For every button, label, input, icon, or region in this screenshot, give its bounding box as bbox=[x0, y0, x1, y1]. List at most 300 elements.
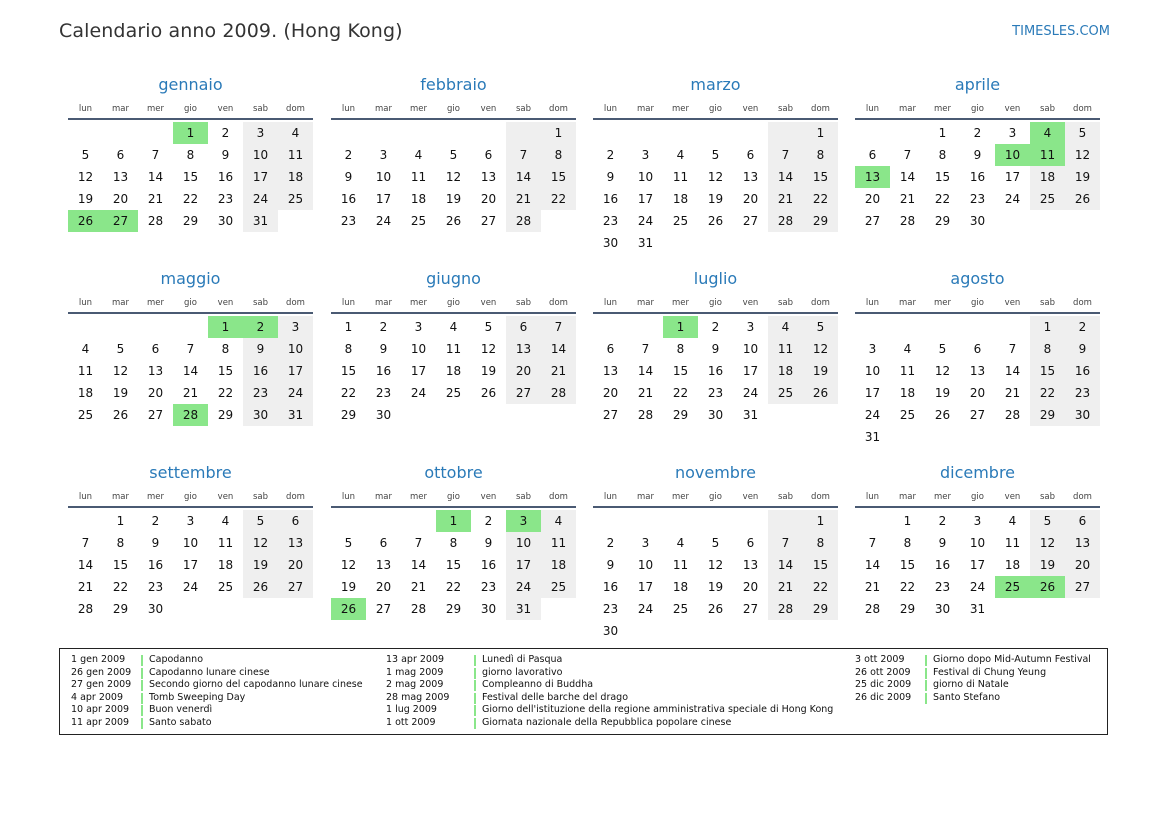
day-cell: 18 bbox=[278, 166, 313, 188]
day-cell: 30 bbox=[602, 236, 619, 250]
day-cell: 6 bbox=[484, 148, 493, 162]
day-cell: 24 bbox=[278, 382, 313, 404]
day-cell: 27 bbox=[602, 408, 619, 422]
day-cell: 5 bbox=[938, 342, 947, 356]
day-grid bbox=[593, 316, 838, 426]
day-cell: 18 bbox=[77, 386, 94, 400]
day-cell: 22 bbox=[340, 386, 357, 400]
weekday-label: gio bbox=[447, 492, 460, 502]
weekday-label: dom bbox=[1073, 104, 1092, 114]
holiday-day: 25 bbox=[995, 576, 1030, 598]
day-grid bbox=[68, 510, 313, 620]
empty-cell bbox=[138, 316, 173, 338]
day-cell: 31 bbox=[506, 598, 541, 620]
day-cell: 3 bbox=[746, 320, 755, 334]
day-cell: 12 bbox=[1065, 144, 1100, 166]
day-cell: 27 bbox=[506, 382, 541, 404]
day-cell: 4 bbox=[278, 122, 313, 144]
day-cell: 9 bbox=[151, 536, 160, 550]
day-cell: 16 bbox=[375, 364, 392, 378]
month-name: maggio bbox=[160, 269, 221, 288]
day-cell: 26 bbox=[445, 214, 462, 228]
day-cell: 29 bbox=[934, 214, 951, 228]
legend-row bbox=[855, 654, 1091, 667]
day-cell: 19 bbox=[77, 192, 94, 206]
day-cell: 28 bbox=[768, 598, 803, 620]
day-cell: 26 bbox=[707, 602, 724, 616]
legend-row bbox=[386, 717, 833, 730]
legend-holiday-name: Capodanno bbox=[149, 654, 204, 665]
day-cell: 2 bbox=[344, 148, 353, 162]
day-cell: 9 bbox=[379, 342, 388, 356]
day-cell: 27 bbox=[742, 602, 759, 616]
day-cell: 15 bbox=[899, 558, 916, 572]
day-cell: 27 bbox=[969, 408, 986, 422]
day-cell: 16 bbox=[707, 364, 724, 378]
day-cell: 17 bbox=[742, 364, 759, 378]
weekday-label: ven bbox=[1004, 104, 1021, 114]
day-cell: 10 bbox=[375, 170, 392, 184]
day-cell: 29 bbox=[217, 408, 234, 422]
day-cell: 8 bbox=[803, 144, 838, 166]
day-cell: 15 bbox=[182, 170, 199, 184]
day-grid bbox=[331, 510, 576, 620]
day-cell: 19 bbox=[340, 580, 357, 594]
day-cell: 15 bbox=[803, 554, 838, 576]
day-cell: 14 bbox=[1004, 364, 1021, 378]
weekday-label: mar bbox=[637, 298, 654, 308]
day-cell: 29 bbox=[445, 602, 462, 616]
day-cell: 20 bbox=[147, 386, 164, 400]
day-cell: 18 bbox=[410, 192, 427, 206]
day-cell: 26 bbox=[1065, 188, 1100, 210]
day-cell: 20 bbox=[278, 554, 313, 576]
legend-holiday-name: giorno lavorativo bbox=[482, 666, 563, 678]
day-cell: 6 bbox=[746, 148, 755, 162]
day-cell: 6 bbox=[746, 536, 755, 550]
month-name: febbraio bbox=[420, 75, 487, 94]
month-agosto bbox=[855, 268, 1100, 448]
day-cell: 27 bbox=[480, 214, 497, 228]
day-cell: 30 bbox=[243, 404, 278, 426]
legend-marker bbox=[474, 668, 476, 679]
day-cell: 22 bbox=[803, 576, 838, 598]
holiday-day: 26 bbox=[68, 210, 103, 232]
day-cell: 6 bbox=[379, 536, 388, 550]
day-cell: 19 bbox=[243, 554, 278, 576]
empty-cell bbox=[593, 316, 628, 338]
day-cell: 8 bbox=[541, 144, 576, 166]
day-cell: 7 bbox=[151, 148, 160, 162]
day-cell: 23 bbox=[480, 580, 497, 594]
day-cell: 18 bbox=[1030, 166, 1065, 188]
day-cell: 24 bbox=[637, 214, 654, 228]
day-cell: 10 bbox=[742, 342, 759, 356]
day-cell: 21 bbox=[77, 580, 94, 594]
month-name: marzo bbox=[690, 75, 741, 94]
day-cell: 11 bbox=[445, 342, 462, 356]
day-cell: 29 bbox=[803, 210, 838, 232]
day-cell: 25 bbox=[768, 382, 803, 404]
weekday-label: ven bbox=[742, 492, 759, 502]
day-cell: 23 bbox=[1065, 382, 1100, 404]
day-cell: 30 bbox=[602, 624, 619, 638]
day-cell: 16 bbox=[969, 170, 986, 184]
day-cell: 10 bbox=[278, 338, 313, 360]
day-cell: 16 bbox=[602, 192, 619, 206]
day-cell: 13 bbox=[480, 170, 497, 184]
weekday-label: sab bbox=[515, 104, 532, 114]
day-grid bbox=[68, 316, 313, 426]
legend-marker bbox=[925, 655, 927, 666]
empty-cell bbox=[436, 122, 471, 144]
weekday-label: ven bbox=[480, 298, 497, 308]
day-cell: 13 bbox=[278, 532, 313, 554]
legend-row bbox=[71, 717, 363, 730]
day-cell: 19 bbox=[707, 580, 724, 594]
month-name: luglio bbox=[693, 269, 738, 288]
day-cell: 21 bbox=[182, 386, 199, 400]
day-cell: 4 bbox=[221, 514, 230, 528]
weekday-label: mar bbox=[899, 298, 916, 308]
day-cell: 26 bbox=[707, 214, 724, 228]
day-cell: 17 bbox=[278, 360, 313, 382]
day-cell: 30 bbox=[375, 408, 392, 422]
legend-date: 27 gen 2009 bbox=[71, 679, 132, 691]
day-cell: 2 bbox=[606, 148, 615, 162]
weekday-label: mar bbox=[375, 104, 392, 114]
weekday-label: ven bbox=[217, 298, 234, 308]
day-cell: 11 bbox=[541, 532, 576, 554]
weekday-label: mar bbox=[375, 298, 392, 308]
day-cell: 19 bbox=[707, 192, 724, 206]
day-cell: 31 bbox=[243, 210, 278, 232]
day-cell: 11 bbox=[1004, 536, 1021, 550]
month-name: ottobre bbox=[424, 463, 483, 482]
day-cell: 25 bbox=[410, 214, 427, 228]
weekday-header bbox=[68, 101, 313, 120]
weekday-label: mer bbox=[409, 104, 427, 114]
day-cell: 25 bbox=[445, 386, 462, 400]
weekday-label: mar bbox=[375, 492, 392, 502]
day-cell: 8 bbox=[221, 342, 230, 356]
holiday-day: 26 bbox=[1030, 576, 1065, 598]
weekday-header bbox=[331, 295, 576, 314]
day-cell: 22 bbox=[541, 188, 576, 210]
day-cell: 21 bbox=[899, 192, 916, 206]
day-cell: 14 bbox=[768, 166, 803, 188]
legend-row bbox=[855, 692, 1091, 705]
legend-marker bbox=[141, 668, 143, 679]
day-cell: 6 bbox=[1065, 510, 1100, 532]
day-cell: 22 bbox=[445, 580, 462, 594]
weekday-label: mar bbox=[899, 104, 916, 114]
day-cell: 10 bbox=[864, 364, 881, 378]
day-cell: 25 bbox=[672, 602, 689, 616]
day-cell: 13 bbox=[742, 170, 759, 184]
day-cell: 4 bbox=[414, 148, 423, 162]
day-cell: 20 bbox=[112, 192, 129, 206]
empty-cell bbox=[331, 510, 366, 532]
legend-marker bbox=[141, 655, 143, 666]
day-cell: 27 bbox=[147, 408, 164, 422]
day-cell: 3 bbox=[1008, 126, 1017, 140]
day-cell: 27 bbox=[375, 602, 392, 616]
legend-column bbox=[71, 654, 363, 730]
weekday-label: dom bbox=[1073, 298, 1092, 308]
legend-holiday-name: Giorno dopo Mid-Autumn Festival bbox=[933, 654, 1091, 665]
day-cell: 14 bbox=[899, 170, 916, 184]
empty-cell bbox=[173, 316, 208, 338]
weekday-label: mer bbox=[933, 298, 951, 308]
weekday-label: dom bbox=[286, 104, 305, 114]
day-cell: 28 bbox=[768, 210, 803, 232]
month-name: giugno bbox=[426, 269, 481, 288]
legend-marker bbox=[925, 680, 927, 691]
day-cell: 22 bbox=[899, 580, 916, 594]
weekday-label: sab bbox=[1039, 104, 1056, 114]
day-cell: 26 bbox=[112, 408, 129, 422]
day-cell: 26 bbox=[934, 408, 951, 422]
day-cell: 25 bbox=[541, 576, 576, 598]
legend-date: 1 ott 2009 bbox=[386, 716, 436, 728]
day-cell: 5 bbox=[116, 342, 125, 356]
empty-cell bbox=[331, 122, 366, 144]
day-cell: 21 bbox=[768, 188, 803, 210]
legend-date: 10 apr 2009 bbox=[71, 704, 130, 716]
legend-marker bbox=[474, 718, 476, 729]
day-cell: 6 bbox=[506, 316, 541, 338]
day-cell: 26 bbox=[480, 386, 497, 400]
weekday-label: ven bbox=[217, 104, 234, 114]
day-cell: 27 bbox=[278, 576, 313, 598]
day-cell: 28 bbox=[77, 602, 94, 616]
weekday-label: lun bbox=[78, 492, 93, 502]
day-grid bbox=[593, 122, 838, 254]
weekday-label: gio bbox=[971, 104, 984, 114]
day-cell: 25 bbox=[899, 408, 916, 422]
day-cell: 15 bbox=[541, 166, 576, 188]
day-cell: 23 bbox=[243, 382, 278, 404]
day-cell: 25 bbox=[278, 188, 313, 210]
day-cell: 16 bbox=[1065, 360, 1100, 382]
weekday-header bbox=[593, 101, 838, 120]
day-cell: 20 bbox=[864, 192, 881, 206]
day-grid bbox=[855, 122, 1100, 232]
day-cell: 12 bbox=[445, 170, 462, 184]
empty-cell bbox=[663, 510, 698, 532]
legend-date: 1 lug 2009 bbox=[386, 704, 437, 716]
empty-cell bbox=[628, 510, 663, 532]
day-cell: 14 bbox=[77, 558, 94, 572]
weekday-label: gio bbox=[447, 298, 460, 308]
day-cell: 7 bbox=[768, 532, 803, 554]
empty-cell bbox=[628, 122, 663, 144]
empty-cell bbox=[103, 122, 138, 144]
empty-cell bbox=[733, 122, 768, 144]
day-cell: 28 bbox=[541, 382, 576, 404]
day-cell: 7 bbox=[81, 536, 90, 550]
day-cell: 30 bbox=[1065, 404, 1100, 426]
day-cell: 8 bbox=[116, 536, 125, 550]
day-cell: 16 bbox=[243, 360, 278, 382]
day-cell: 6 bbox=[973, 342, 982, 356]
day-cell: 16 bbox=[602, 580, 619, 594]
empty-cell bbox=[855, 122, 890, 144]
holiday-day: 1 bbox=[173, 122, 208, 144]
day-cell: 5 bbox=[711, 536, 720, 550]
weekday-label: sab bbox=[777, 104, 794, 114]
weekday-label: mer bbox=[146, 298, 164, 308]
day-cell: 19 bbox=[445, 192, 462, 206]
day-cell: 2 bbox=[606, 536, 615, 550]
day-cell: 5 bbox=[1065, 122, 1100, 144]
weekday-label: lun bbox=[341, 492, 356, 502]
weekday-header bbox=[855, 489, 1100, 508]
empty-cell bbox=[768, 122, 803, 144]
day-cell: 3 bbox=[243, 122, 278, 144]
day-cell: 1 bbox=[541, 122, 576, 144]
day-cell: 16 bbox=[934, 558, 951, 572]
day-cell: 31 bbox=[864, 430, 881, 444]
day-cell: 20 bbox=[506, 360, 541, 382]
day-cell: 9 bbox=[973, 148, 982, 162]
day-cell: 24 bbox=[742, 386, 759, 400]
day-cell: 7 bbox=[1008, 342, 1017, 356]
day-cell: 9 bbox=[606, 558, 615, 572]
legend-column bbox=[386, 654, 833, 730]
weekday-label: dom bbox=[549, 298, 568, 308]
day-cell: 29 bbox=[672, 408, 689, 422]
day-cell: 5 bbox=[803, 316, 838, 338]
day-cell: 24 bbox=[506, 576, 541, 598]
day-cell: 6 bbox=[868, 148, 877, 162]
day-cell: 7 bbox=[541, 316, 576, 338]
legend-holiday-name: Festival di Chung Yeung bbox=[933, 666, 1047, 678]
day-cell: 2 bbox=[484, 514, 493, 528]
empty-cell bbox=[401, 510, 436, 532]
day-cell: 13 bbox=[602, 364, 619, 378]
day-cell: 11 bbox=[899, 364, 916, 378]
day-cell: 12 bbox=[243, 532, 278, 554]
day-cell: 11 bbox=[768, 338, 803, 360]
legend-holiday-name: Tomb Sweeping Day bbox=[149, 691, 246, 703]
empty-cell bbox=[733, 510, 768, 532]
day-cell: 18 bbox=[445, 364, 462, 378]
empty-cell bbox=[471, 122, 506, 144]
empty-cell bbox=[68, 510, 103, 532]
day-cell: 14 bbox=[506, 166, 541, 188]
weekday-label: gio bbox=[709, 492, 722, 502]
day-cell: 29 bbox=[1030, 404, 1065, 426]
weekday-label: mar bbox=[899, 492, 916, 502]
day-cell: 8 bbox=[1030, 338, 1065, 360]
empty-cell bbox=[855, 316, 890, 338]
weekday-label: mer bbox=[933, 104, 951, 114]
legend-holiday-name: Giorno dell'istituzione della regione amministrativa speciale di Hong Kong bbox=[482, 704, 834, 716]
day-cell: 21 bbox=[410, 580, 427, 594]
day-cell: 3 bbox=[973, 514, 982, 528]
legend-marker bbox=[474, 680, 476, 691]
day-cell: 9 bbox=[344, 170, 353, 184]
day-cell: 19 bbox=[803, 360, 838, 382]
legend-date: 25 dic 2009 bbox=[855, 679, 912, 691]
weekday-label: ven bbox=[1004, 298, 1021, 308]
day-cell: 12 bbox=[707, 170, 724, 184]
month-name: settembre bbox=[149, 463, 232, 482]
weekday-label: dom bbox=[549, 104, 568, 114]
day-cell: 29 bbox=[340, 408, 357, 422]
day-cell: 6 bbox=[606, 342, 615, 356]
holiday-day: 28 bbox=[173, 404, 208, 426]
month-dicembre bbox=[855, 462, 1100, 620]
day-cell: 10 bbox=[410, 342, 427, 356]
weekday-label: mer bbox=[671, 104, 689, 114]
legend-row bbox=[71, 704, 363, 717]
day-cell: 28 bbox=[147, 214, 164, 228]
day-cell: 12 bbox=[803, 338, 838, 360]
empty-cell bbox=[103, 316, 138, 338]
day-grid bbox=[855, 510, 1100, 620]
month-gennaio bbox=[68, 74, 313, 232]
day-cell: 6 bbox=[278, 510, 313, 532]
day-cell: 27 bbox=[1065, 576, 1100, 598]
day-cell: 7 bbox=[641, 342, 650, 356]
site-link[interactable]: TIMESLES.COM bbox=[1012, 24, 1110, 39]
day-cell: 12 bbox=[340, 558, 357, 572]
empty-cell bbox=[890, 316, 925, 338]
day-cell: 10 bbox=[506, 532, 541, 554]
empty-cell bbox=[593, 510, 628, 532]
month-name: agosto bbox=[950, 269, 1005, 288]
weekday-label: dom bbox=[1073, 492, 1092, 502]
day-cell: 15 bbox=[934, 170, 951, 184]
day-cell: 16 bbox=[147, 558, 164, 572]
month-name: aprile bbox=[954, 75, 1001, 94]
month-marzo bbox=[593, 74, 838, 254]
day-cell: 3 bbox=[379, 148, 388, 162]
legend-row bbox=[855, 679, 1091, 692]
weekday-header bbox=[593, 489, 838, 508]
day-cell: 28 bbox=[864, 602, 881, 616]
day-cell: 24 bbox=[1004, 192, 1021, 206]
legend-row bbox=[71, 654, 363, 667]
empty-cell bbox=[366, 510, 401, 532]
day-cell: 10 bbox=[637, 170, 654, 184]
day-cell: 26 bbox=[803, 382, 838, 404]
day-cell: 2 bbox=[379, 320, 388, 334]
legend-row bbox=[386, 704, 833, 717]
day-cell: 17 bbox=[410, 364, 427, 378]
weekday-header bbox=[331, 101, 576, 120]
month-name: dicembre bbox=[939, 463, 1016, 482]
day-cell: 15 bbox=[1030, 360, 1065, 382]
legend-marker bbox=[474, 705, 476, 716]
day-cell: 26 bbox=[243, 576, 278, 598]
weekday-label: sab bbox=[515, 492, 532, 502]
day-cell: 27 bbox=[864, 214, 881, 228]
day-cell: 13 bbox=[375, 558, 392, 572]
day-cell: 22 bbox=[112, 580, 129, 594]
day-cell: 9 bbox=[1065, 338, 1100, 360]
month-settembre bbox=[68, 462, 313, 620]
day-grid bbox=[331, 122, 576, 232]
weekday-label: gio bbox=[971, 298, 984, 308]
legend-date: 1 mag 2009 bbox=[386, 666, 444, 678]
weekday-label: ven bbox=[480, 492, 497, 502]
day-cell: 7 bbox=[186, 342, 195, 356]
legend-row bbox=[855, 667, 1091, 680]
